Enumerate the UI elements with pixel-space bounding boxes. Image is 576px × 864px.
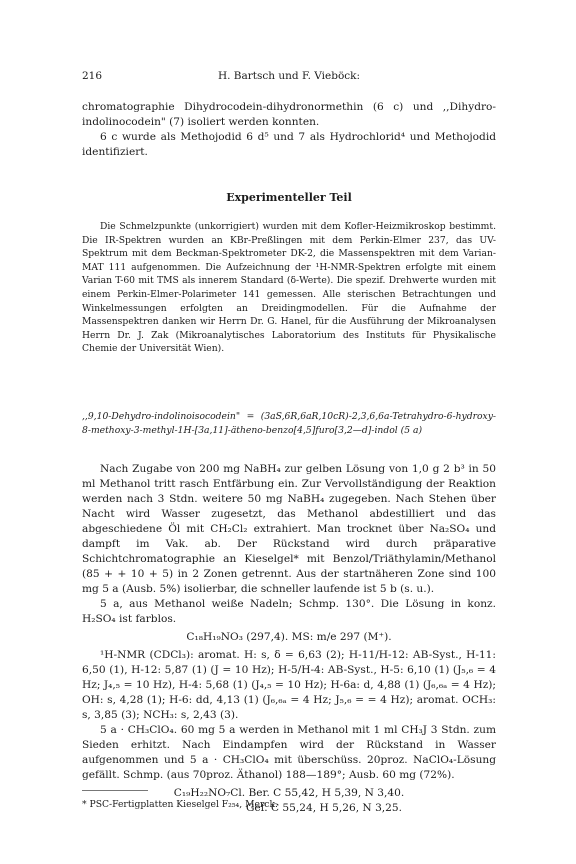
section-title: Experimenteller Teil [226,191,352,204]
analysis-calculated: C₁₉H₂₂NO₇Cl. Ber. C 55,42, H 5,39, N 3,40. [173,787,405,799]
footnote: * PSC-Fertigplatten Kieselgel F₂₅₄, Merck. [82,799,278,810]
procedure-block [82,462,496,816]
compound-heading-block [82,410,496,437]
intro-paragraph [82,100,496,160]
analysis-found: Gef. C 55,24, H 5,26, N 3,25. [245,802,403,814]
footnote-rule [82,790,148,791]
salt-paragraph: 5 a · CH₃ClO₄. 60 mg 5 a werden in Methanol mit 1 ml CH₃J 3 Stdn. zum Sieden erhitzt. Nach Eindampfen wird der Rückstand in Wasser aufgenommen und 5 a · CH₃ClO₄ mit überschüss. 20proz. NaClO₄-Lösung gefällt. Schmp. (aus 70proz. Äthanol) 188—189°; Ausb. 60 mg (72%). [82,724,496,781]
paragraph-identification: 6 c wurde als Methojodid 6 d⁵ und 7 als Hydrochlorid⁴ und Methojodid identifiziert. [82,131,496,158]
crystals-paragraph: 5 a, aus Methanol weiße Nadeln; Schmp. 130°. Die Lösung in konz. H₂SO₄ ist farblos. [82,598,496,625]
paragraph-chromatography: chromatographie Dihydrocodein-dihydronormethin (6 c) und ,,Dihydro-indolinocodein" (7) isoliert werden konnten. [82,101,496,128]
procedure-paragraph: Nach Zugabe von 200 mg NaBH₄ zur gelben Lösung von 1,0 g 2 b³ in 50 ml Methanol tritt rasch Entfärbung ein. Zur Vervollständigung der Reaktion werden nach 3 Stdn. weitere 50 mg NaBH₄ zugegeben. Nach Stehen über Nacht wird Wasser zugesetzt, das Methanol abdestilliert und das abgeschiedene Öl mit CH₂Cl₂ extrahiert. Man trocknet über Na₂SO₄ und dampft im Vak. ab. Der Rückstand wird durch präparative Schichtchromatographie an Kieselgel* mit Benzol/Triäthylamin/Methanol (85 + + 10 + 5) in 2 Zonen getrennt. Aus der startnäheren Zone sind 100 mg 5 a (Ausb. 5%) isolierbar, die schneller laufende ist 5 b (s. u.). [82,463,496,595]
page-number: 216 [82,70,103,82]
experimental-intro [82,220,496,356]
nmr-paragraph: ¹H-NMR (CDCl₃): aromat. H: s, δ = 6,63 (2); H-11/H-12: AB-Syst., H-11: 6,50 (1), H-12: 5,87 (1) (J = 10 Hz); H-5/H-4: AB-Syst., H-5: 6,10 (1) (J₅,₆ = 4 Hz; J₄,₅ = 10 Hz), H-4: 5,68 (1) (J₄,₅ = 10 Hz); H-6a: d, 4,88 (1) (J₆,₆ₐ = 4 Hz); OH: s, 4,28 (1); H-6: dd, 4,13 (1) (J₆,₆ₐ = 4 Hz; J₅,₆ = = 4 Hz); aromat. OCH₃: s, 3,85 (3); NCH₃: s, 2,43 (3). [82,649,496,721]
running-header [82,70,496,84]
methods-paragraph: Die Schmelzpunkte (unkorrigiert) wurden mit dem Kofler-Heizmikroskop bestimmt. Die IR-Spektren wurden an KBr-Preßlingen mit dem Perkin-Elmer 237, das UV-Spektrum mit dem Beckman-Spektrometer DK-2, die Massenspektren mit dem Varian-MAT 111 aufgenommen. Die Aufzeichnung der ¹H-NMR-Spektren erfolgte mit einem Varian T-60 mit TMS als innerem Standard (δ-Werte). Die spezif. Drehwerte wurden mit einem Perkin-Elmer-Polarimeter 141 gemessen. Alle sterischen Betrachtungen und Winkelmessungen erfolgten an Dreidingmodellen. Für die Aufnahme der Massenspektren danken wir Herrn Dr. G. Hanel, für die Ausführung der Mikroanalysen Herrn Dr. J. Zak (Mikroanalytisches Laboratorium des Instituts für Physikalische Chemie der Universität Wien). [82,221,496,355]
formula-line: C₁₈H₁₉NO₃ (297,4). MS: m/e 297 (M⁺). [186,631,392,643]
running-title: H. Bartsch und F. Vieböck: [217,70,361,82]
compound-heading: ,,9,10-Dehydro-indolinoisocodein" = (3aS,6R,6aR,10cR)-2,3,6,6a-Tetrahydro-6-hydroxy-8-methoxy-3-methyl-1H-[3a,11]-ätheno-benzo[4,5]furo[3,2—d]-indol (5 a) [82,411,496,436]
